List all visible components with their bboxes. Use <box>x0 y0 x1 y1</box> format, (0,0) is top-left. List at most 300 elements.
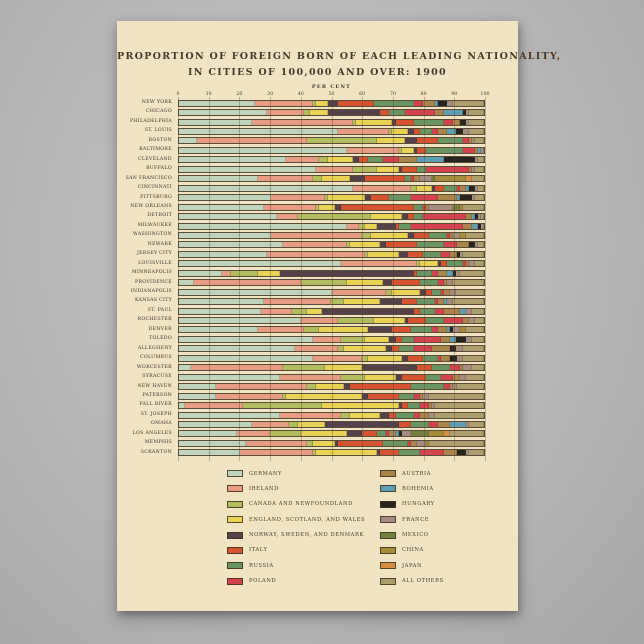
city-label: WORCESTER <box>136 364 172 370</box>
bar-segment <box>258 327 304 332</box>
bar-segment <box>414 233 429 238</box>
stacked-bar <box>178 241 485 248</box>
bar-segment <box>475 318 484 323</box>
stacked-bar <box>178 137 485 144</box>
bar-segment <box>386 242 417 247</box>
bar-segment <box>377 431 386 436</box>
tick-label-30: 30 <box>267 92 274 97</box>
legend-item <box>227 501 365 508</box>
legend-label: BOHEMIA <box>402 485 434 492</box>
bar-segment <box>435 110 444 115</box>
bar-segment <box>252 120 353 125</box>
chart-row <box>117 364 518 373</box>
bar-segment <box>179 356 313 361</box>
bar-segment <box>261 309 292 314</box>
bar-segment <box>481 214 484 219</box>
legend-label: GERMANY <box>249 470 283 477</box>
chart-row <box>117 439 518 448</box>
city-label: MILWAUKEE <box>137 222 172 228</box>
bar-segment <box>432 346 450 351</box>
bar-segment <box>264 299 331 304</box>
tick-label-50: 50 <box>328 92 335 97</box>
stacked-bar <box>178 336 485 343</box>
bar-segment <box>417 271 432 276</box>
bar-segment <box>179 327 258 332</box>
legend-swatch <box>227 485 243 492</box>
bar-segment <box>179 138 197 143</box>
bar-segment <box>475 261 484 266</box>
bar-segment <box>350 242 381 247</box>
bar-segment <box>331 299 343 304</box>
stacked-bar <box>178 326 485 333</box>
bar-segment <box>457 384 484 389</box>
bar-segment <box>270 431 301 436</box>
stacked-bar <box>178 270 485 277</box>
bar-segment <box>472 309 484 314</box>
bar-segment <box>417 138 438 143</box>
bar-segment <box>325 365 362 370</box>
bar-segment <box>377 138 404 143</box>
bar-segment <box>481 224 484 229</box>
bar-segment <box>255 101 313 106</box>
stacked-bar <box>178 383 485 390</box>
legend-swatch <box>227 547 243 554</box>
city-label: FALL RIVER <box>139 402 172 408</box>
chart-row <box>117 279 518 288</box>
bar-segment <box>426 318 444 323</box>
bar-segment <box>194 280 301 285</box>
bar-segment <box>420 280 438 285</box>
bar-segment <box>402 299 417 304</box>
bar-segment <box>469 110 484 115</box>
bar-segment <box>405 138 417 143</box>
bar-segment <box>429 394 484 399</box>
chart-row <box>117 212 518 221</box>
chart-row <box>117 231 518 240</box>
bar-segment <box>408 318 426 323</box>
legend-label: FRANCE <box>402 516 430 523</box>
bar-segment <box>438 138 462 143</box>
chart-row <box>117 297 518 306</box>
city-label: CLEVELAND <box>138 156 172 162</box>
bar-segment <box>399 224 411 229</box>
stacked-bar <box>178 204 485 211</box>
bar-segment <box>179 431 237 436</box>
bar-segment <box>414 205 423 210</box>
bar-segment <box>179 148 347 153</box>
bar-segment <box>179 157 286 162</box>
bar-segment <box>179 252 267 257</box>
chart-title-line2: IN CITIES OF 100,000 AND OVER: 1900 <box>188 67 447 78</box>
bar-segment <box>444 157 475 162</box>
bar-segment <box>450 365 459 370</box>
stacked-bar <box>178 128 485 135</box>
city-label: CINCINNATI <box>137 185 172 191</box>
chart-row <box>117 383 518 392</box>
stacked-bar <box>178 298 485 305</box>
tick-label-100: 100 <box>480 92 490 97</box>
bar-segment <box>368 356 402 361</box>
bar-segment <box>423 214 466 219</box>
bar-segment <box>423 356 438 361</box>
stacked-bar <box>178 374 485 381</box>
bar-segment <box>277 214 298 219</box>
legend-swatch <box>227 501 243 508</box>
bar-segment <box>444 242 456 247</box>
bar-segment <box>298 214 371 219</box>
bar-segment <box>420 176 432 181</box>
bar-segment <box>414 337 441 342</box>
bar-segment <box>237 431 271 436</box>
bar-segment <box>463 252 484 257</box>
legend-swatch <box>380 470 396 477</box>
legend-label: MEXICO <box>402 532 429 539</box>
bar-segment <box>341 205 414 210</box>
bar-segment <box>353 186 411 191</box>
legend-label: CANADA AND NEWFOUNDLAND <box>249 501 353 508</box>
bar-segment <box>295 346 338 351</box>
bar-segment <box>478 242 484 247</box>
bar-segment <box>179 233 271 238</box>
bar-segment <box>438 327 447 332</box>
bar-segment <box>417 186 432 191</box>
bar-segment <box>392 290 419 295</box>
bar-segment <box>417 167 426 172</box>
bar-segment <box>344 299 381 304</box>
bar-segment <box>426 167 469 172</box>
legend-swatch <box>227 470 243 477</box>
bar-segment <box>423 252 441 257</box>
bar-segment <box>463 148 475 153</box>
chart-row <box>117 420 518 429</box>
stacked-bar <box>178 279 485 286</box>
stacked-bar <box>178 345 485 352</box>
bar-segment <box>438 129 447 134</box>
bar-segment <box>420 403 429 408</box>
legend-column-right <box>380 470 444 593</box>
chart-row <box>117 392 518 401</box>
stacked-bar <box>178 251 485 258</box>
chart-row <box>117 127 518 136</box>
bar-segment <box>179 290 332 295</box>
bar-segment <box>356 120 393 125</box>
bar-segment <box>301 431 347 436</box>
legend-item <box>380 562 444 569</box>
bar-segment <box>380 413 389 418</box>
bar-segment <box>344 346 387 351</box>
bar-segment <box>179 167 316 172</box>
bar-segment <box>411 422 429 427</box>
bar-segment <box>222 271 231 276</box>
chart-row <box>117 269 518 278</box>
bar-segment <box>179 422 252 427</box>
bar-segment <box>435 309 444 314</box>
bar-segment <box>322 403 398 408</box>
bar-segment <box>240 450 313 455</box>
city-label: SYRACUSE <box>142 374 172 380</box>
bar-segment <box>432 290 441 295</box>
bar-segment <box>179 242 283 247</box>
bar-segment <box>441 356 450 361</box>
stacked-bar <box>178 147 485 154</box>
bar-segment <box>179 441 246 446</box>
bar-segment <box>179 120 252 125</box>
bar-segment <box>179 214 277 219</box>
stacked-bar <box>178 185 485 192</box>
bar-segment <box>365 224 377 229</box>
bar-segment <box>322 176 349 181</box>
city-label: TOLEDO <box>149 336 172 342</box>
legend-label: HUNGARY <box>402 501 435 508</box>
bar-segment <box>243 403 322 408</box>
stacked-bar <box>178 213 485 220</box>
bar-segment <box>380 450 398 455</box>
bar-segment <box>362 233 371 238</box>
bar-segment <box>399 157 417 162</box>
stacked-bar <box>178 175 485 182</box>
legend-swatch <box>380 501 396 508</box>
bar-segment <box>417 148 426 153</box>
legend-label: NORWAY, SWEDEN, AND DENMARK <box>249 532 364 539</box>
bar-segment <box>328 110 380 115</box>
bar-segment <box>478 157 484 162</box>
bar-segment <box>347 280 384 285</box>
stacked-bar <box>178 393 485 400</box>
bar-segment <box>332 290 387 295</box>
bar-segment <box>420 129 432 134</box>
bar-segment <box>179 224 347 229</box>
chart-row <box>117 222 518 231</box>
bar-segment <box>368 327 392 332</box>
stacked-bar <box>178 364 485 371</box>
bar-segment <box>338 318 375 323</box>
bar-segment <box>350 413 381 418</box>
bar-segment <box>460 195 472 200</box>
bar-segment <box>429 422 438 427</box>
city-label: JERSEY CITY <box>136 251 172 257</box>
bar-segment <box>338 129 390 134</box>
bar-segment <box>280 413 341 418</box>
legend-swatch <box>227 516 243 523</box>
bar-segment <box>411 195 438 200</box>
bar-segment <box>420 413 429 418</box>
city-label: SAN FRANCISCO <box>125 175 172 181</box>
bar-segment <box>179 394 216 399</box>
stacked-bar <box>178 109 485 116</box>
chart-title-line1: PROPORTION OF FOREIGN BORN OF EACH LEADING NATIONALITY, <box>117 51 562 62</box>
bar-segment <box>389 110 404 115</box>
stacked-bar <box>178 260 485 267</box>
bar-segment <box>374 318 405 323</box>
bar-segment <box>191 365 283 370</box>
bar-segment <box>402 431 411 436</box>
city-label: ALLEGHENY <box>137 345 172 351</box>
stacked-bar <box>178 421 485 428</box>
bar-segment <box>447 129 456 134</box>
tick-label-20: 20 <box>236 92 243 97</box>
city-label: PHILADELPHIA <box>130 118 172 124</box>
bar-segment <box>310 110 328 115</box>
bar-segment <box>304 327 319 332</box>
city-label: PATERSON <box>142 392 172 398</box>
bar-segment <box>283 365 326 370</box>
bar-segment <box>456 337 465 342</box>
bar-segment <box>325 422 398 427</box>
city-label: WASHINGTON <box>132 232 172 238</box>
bar-segment <box>313 337 340 342</box>
bar-segment <box>453 280 484 285</box>
bar-segment <box>365 176 405 181</box>
bar-segment <box>469 129 484 134</box>
bar-segment <box>179 205 264 210</box>
bar-segment <box>289 422 298 427</box>
bar-segment <box>417 157 444 162</box>
stacked-bar <box>178 412 485 419</box>
bar-segment <box>319 327 368 332</box>
bar-segment <box>411 327 432 332</box>
bar-segment <box>365 375 396 380</box>
city-label: SCRANTON <box>140 449 172 455</box>
bar-segment <box>444 309 459 314</box>
stacked-bar <box>178 166 485 173</box>
city-label: NEW YORK <box>141 100 172 105</box>
stacked-bar <box>178 194 485 201</box>
legend-swatch <box>380 516 396 523</box>
legend-item <box>380 547 444 554</box>
bar-segment <box>301 280 347 285</box>
city-label: ST. LOUIS <box>144 128 172 134</box>
legend-swatch <box>227 578 243 585</box>
stacked-bar <box>178 402 485 409</box>
legend-item <box>380 578 444 585</box>
chart-row <box>117 194 518 203</box>
bar-segment <box>328 157 352 162</box>
bar-segment <box>350 384 411 389</box>
city-label: BOSTON <box>148 137 172 143</box>
bar-segment <box>271 195 326 200</box>
bar-segment <box>286 394 362 399</box>
legend-swatch <box>380 547 396 554</box>
bar-segment <box>463 356 484 361</box>
stacked-bar <box>178 119 485 126</box>
bar-segment <box>298 422 325 427</box>
bar-segment <box>338 101 375 106</box>
bar-segment <box>313 441 334 446</box>
bar-segment <box>478 186 484 191</box>
bar-segment <box>435 186 444 191</box>
bar-segment <box>411 431 429 436</box>
bar-segment <box>463 224 472 229</box>
legend-item <box>227 485 365 492</box>
city-label: INDIANAPOLIS <box>130 289 172 294</box>
bar-segment <box>365 337 389 342</box>
chart-row <box>117 411 518 420</box>
bar-segment <box>441 375 453 380</box>
bar-segment <box>362 431 377 436</box>
bar-segment <box>377 167 398 172</box>
chart-row <box>117 316 518 325</box>
bar-segment <box>341 413 350 418</box>
bar-segment <box>179 450 240 455</box>
bar-segment <box>423 101 435 106</box>
stacked-bar <box>178 449 485 456</box>
bar-segment <box>466 375 484 380</box>
bar-segment <box>322 309 414 314</box>
bar-segment <box>420 309 435 314</box>
bar-segment <box>402 375 426 380</box>
bar-segment <box>179 299 264 304</box>
bar-segment <box>402 148 414 153</box>
bar-segment <box>231 271 258 276</box>
bar-segment <box>460 271 484 276</box>
bar-segment <box>417 299 435 304</box>
bar-segment <box>179 261 341 266</box>
bar-segment <box>368 252 399 257</box>
bar-segment <box>179 271 222 276</box>
bar-segment <box>457 242 469 247</box>
bar-segment <box>475 138 484 143</box>
legend-label: AUSTRIA <box>402 470 432 477</box>
chart-row <box>117 250 518 259</box>
bar-segment <box>368 157 383 162</box>
legend-item <box>380 501 444 508</box>
legend-label: JAPAN <box>402 562 423 569</box>
bar-segment <box>414 346 432 351</box>
bar-segment <box>179 346 295 351</box>
bar-segment <box>408 252 423 257</box>
bar-segment <box>444 110 462 115</box>
bar-segment <box>463 346 484 351</box>
stacked-bar <box>178 289 485 296</box>
chart-row <box>117 354 518 363</box>
bar-segment <box>286 157 320 162</box>
city-label: LOUISVILLE <box>138 260 172 266</box>
bar-segment <box>420 450 444 455</box>
bar-segment <box>475 195 484 200</box>
bar-segment <box>267 252 365 257</box>
bar-segment <box>420 261 438 266</box>
bar-segment <box>453 101 484 106</box>
bar-segment <box>399 252 408 257</box>
legend-item <box>227 516 365 523</box>
bar-segment <box>463 365 472 370</box>
chart-row <box>117 203 518 212</box>
bar-segment <box>444 318 462 323</box>
bar-segment <box>328 195 365 200</box>
bar-segment <box>197 138 307 143</box>
legend-label: ENGLAND, SCOTLAND, AND WALES <box>249 516 366 523</box>
bar-segment <box>392 327 410 332</box>
bar-segment <box>179 375 280 380</box>
bar-segment <box>469 120 484 125</box>
stacked-bar <box>178 430 485 437</box>
bar-segment <box>179 309 261 314</box>
bar-segment <box>368 394 399 399</box>
city-label: LOS ANGELES <box>132 430 172 436</box>
legend-swatch <box>227 562 243 569</box>
city-label: PITTSBURG <box>140 194 172 200</box>
stacked-bar <box>178 156 485 163</box>
stacked-bar <box>178 317 485 324</box>
bar-segment <box>444 450 456 455</box>
bar-segment <box>475 167 484 172</box>
bar-segment <box>307 384 316 389</box>
bar-segment <box>185 403 243 408</box>
bar-segment <box>347 148 399 153</box>
bar-segment <box>301 318 338 323</box>
bar-segment <box>481 148 484 153</box>
bar-segment <box>447 261 462 266</box>
